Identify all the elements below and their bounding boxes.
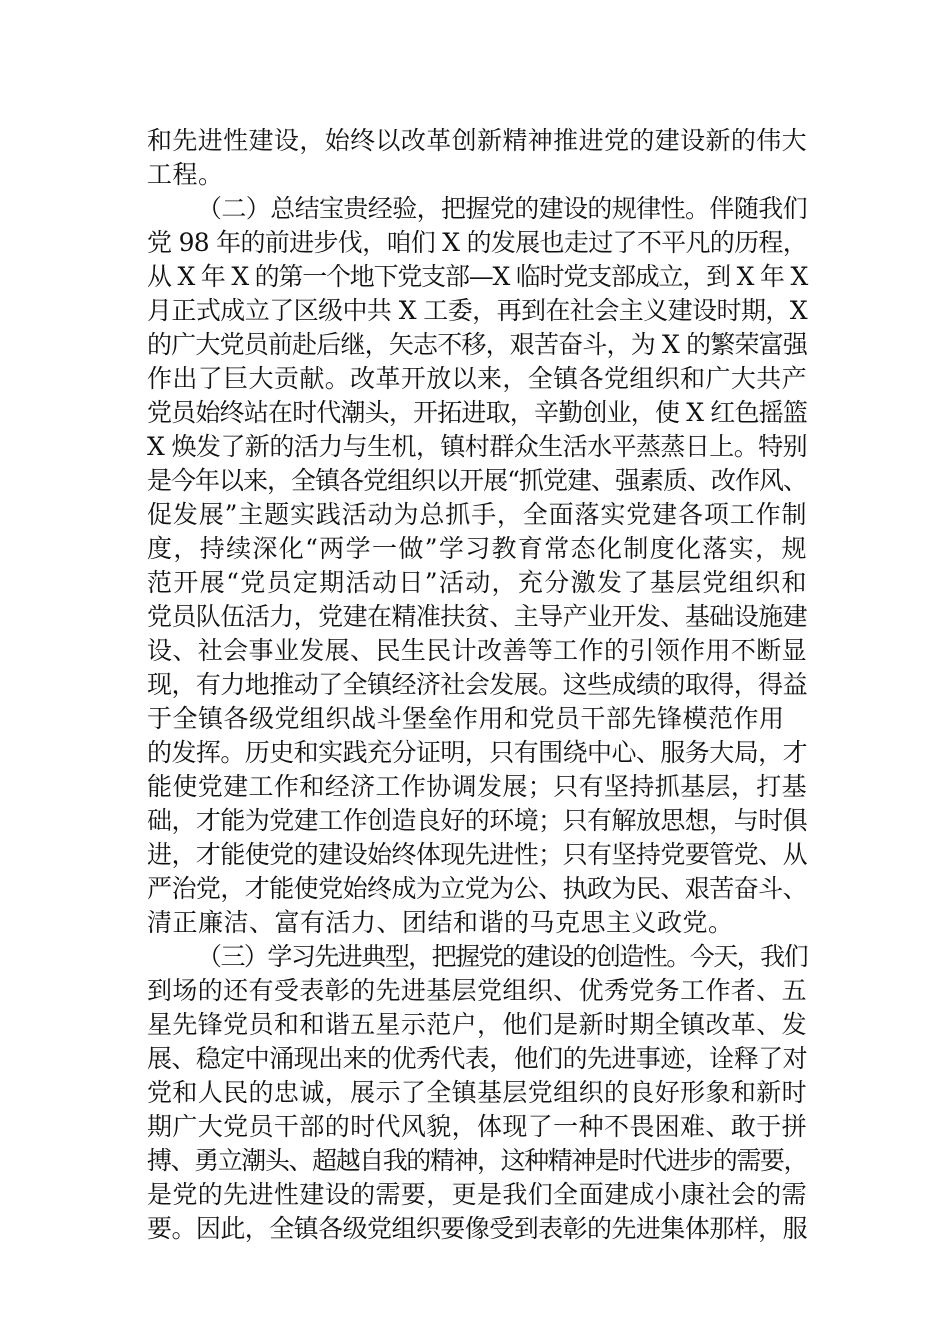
paragraph-first-line: （二）总结宝贵经验，把握党的建设的规律性。伴随我们 — [197, 194, 807, 223]
text-line: 础，才能为党建工作创造良好的环境；只有解放思想，与时俱 — [147, 806, 807, 835]
text-line: 是今年以来，全镇各党组织以开展“抓党建、强素质、改作风、 — [147, 466, 807, 495]
text-line: 的发挥。历史和实践充分证明，只有围绕中心、服务大局，才 — [147, 738, 807, 767]
text-line: 党 98 年的前进步伐，咱们 X 的发展也走过了不平凡的历程， — [147, 228, 807, 257]
paragraph-first-line: （三）学习先进典型，把握党的建设的创造性。今天，我们 — [197, 942, 807, 971]
text-line: 和先进性建设，始终以改革创新精神推进党的建设新的伟大 — [147, 126, 807, 155]
text-line: X 焕发了新的活力与生机，镇村群众生活水平蒸蒸日上。特别 — [147, 432, 807, 461]
text-line: 从 X 年 X 的第一个地下党支部—X 临时党支部成立，到 X 年 X — [147, 262, 807, 291]
text-line: 清正廉洁、富有活力、团结和谐的马克思主义政党。 — [147, 908, 734, 937]
text-line: 能使党建工作和经济工作协调发展；只有坚持抓基层，打基 — [147, 772, 807, 801]
text-line: 党员始终站在时代潮头，开拓进取，辛勤创业，使 X 红色摇篮 — [147, 398, 807, 427]
text-line: 工程。 — [147, 160, 224, 189]
text-line: 要。因此，全镇各级党组织要像受到表彰的先进集体那样，服 — [147, 1214, 807, 1243]
body-text — [147, 124, 807, 1246]
text-line: 促发展”主题实践活动为总抓手，全面落实党建各项工作制 — [147, 500, 807, 529]
text-line: 期广大党员干部的时代风貌，体现了一种不畏困难、敢于拼 — [147, 1112, 807, 1141]
text-line: 进，才能使党的建设始终体现先进性；只有坚持党要管党、从 — [147, 840, 807, 869]
text-line: 是党的先进性建设的需要，更是我们全面建成小康社会的需 — [147, 1180, 807, 1209]
text-line: 设、社会事业发展、民生民计改善等工作的引领作用不断显 — [147, 636, 807, 665]
text-line: 于全镇各级党组织战斗堡垒作用和党员干部先锋模范作用 — [147, 704, 785, 733]
text-line: 的广大党员前赴后继，矢志不移，艰苦奋斗，为 X 的繁荣富强 — [147, 330, 807, 359]
text-line: 月正式成立了区级中共 X 工委，再到在社会主义建设时期，X — [147, 296, 807, 325]
text-line: 严治党，才能使党始终成为立党为公、执政为民、艰苦奋斗、 — [147, 874, 807, 903]
text-line: 范开展“党员定期活动日”活动，充分激发了基层党组织和 — [147, 568, 807, 597]
text-line: 党和人民的忠诚，展示了全镇基层党组织的良好形象和新时 — [147, 1078, 807, 1107]
text-line: 党员队伍活力，党建在精准扶贫、主导产业开发、基础设施建 — [147, 602, 807, 631]
text-line: 作出了巨大贡献。改革开放以来，全镇各党组织和广大共产 — [147, 364, 807, 393]
text-line: 现，有力地推动了全镇经济社会发展。这些成绩的取得，得益 — [147, 670, 807, 699]
text-line: 展、稳定中涌现出来的优秀代表，他们的先进事迹，诠释了对 — [147, 1044, 807, 1073]
text-line: 到场的还有受表彰的先进基层党组织、优秀党务工作者、五 — [147, 976, 807, 1005]
text-line: 星先锋党员和和谐五星示范户，他们是新时期全镇改革、发 — [147, 1010, 807, 1039]
text-line: 度，持续深化“两学一做”学习教育常态化制度化落实，规 — [147, 534, 807, 563]
text-line: 搏、勇立潮头、超越自我的精神，这种精神是时代进步的需要， — [147, 1146, 807, 1175]
